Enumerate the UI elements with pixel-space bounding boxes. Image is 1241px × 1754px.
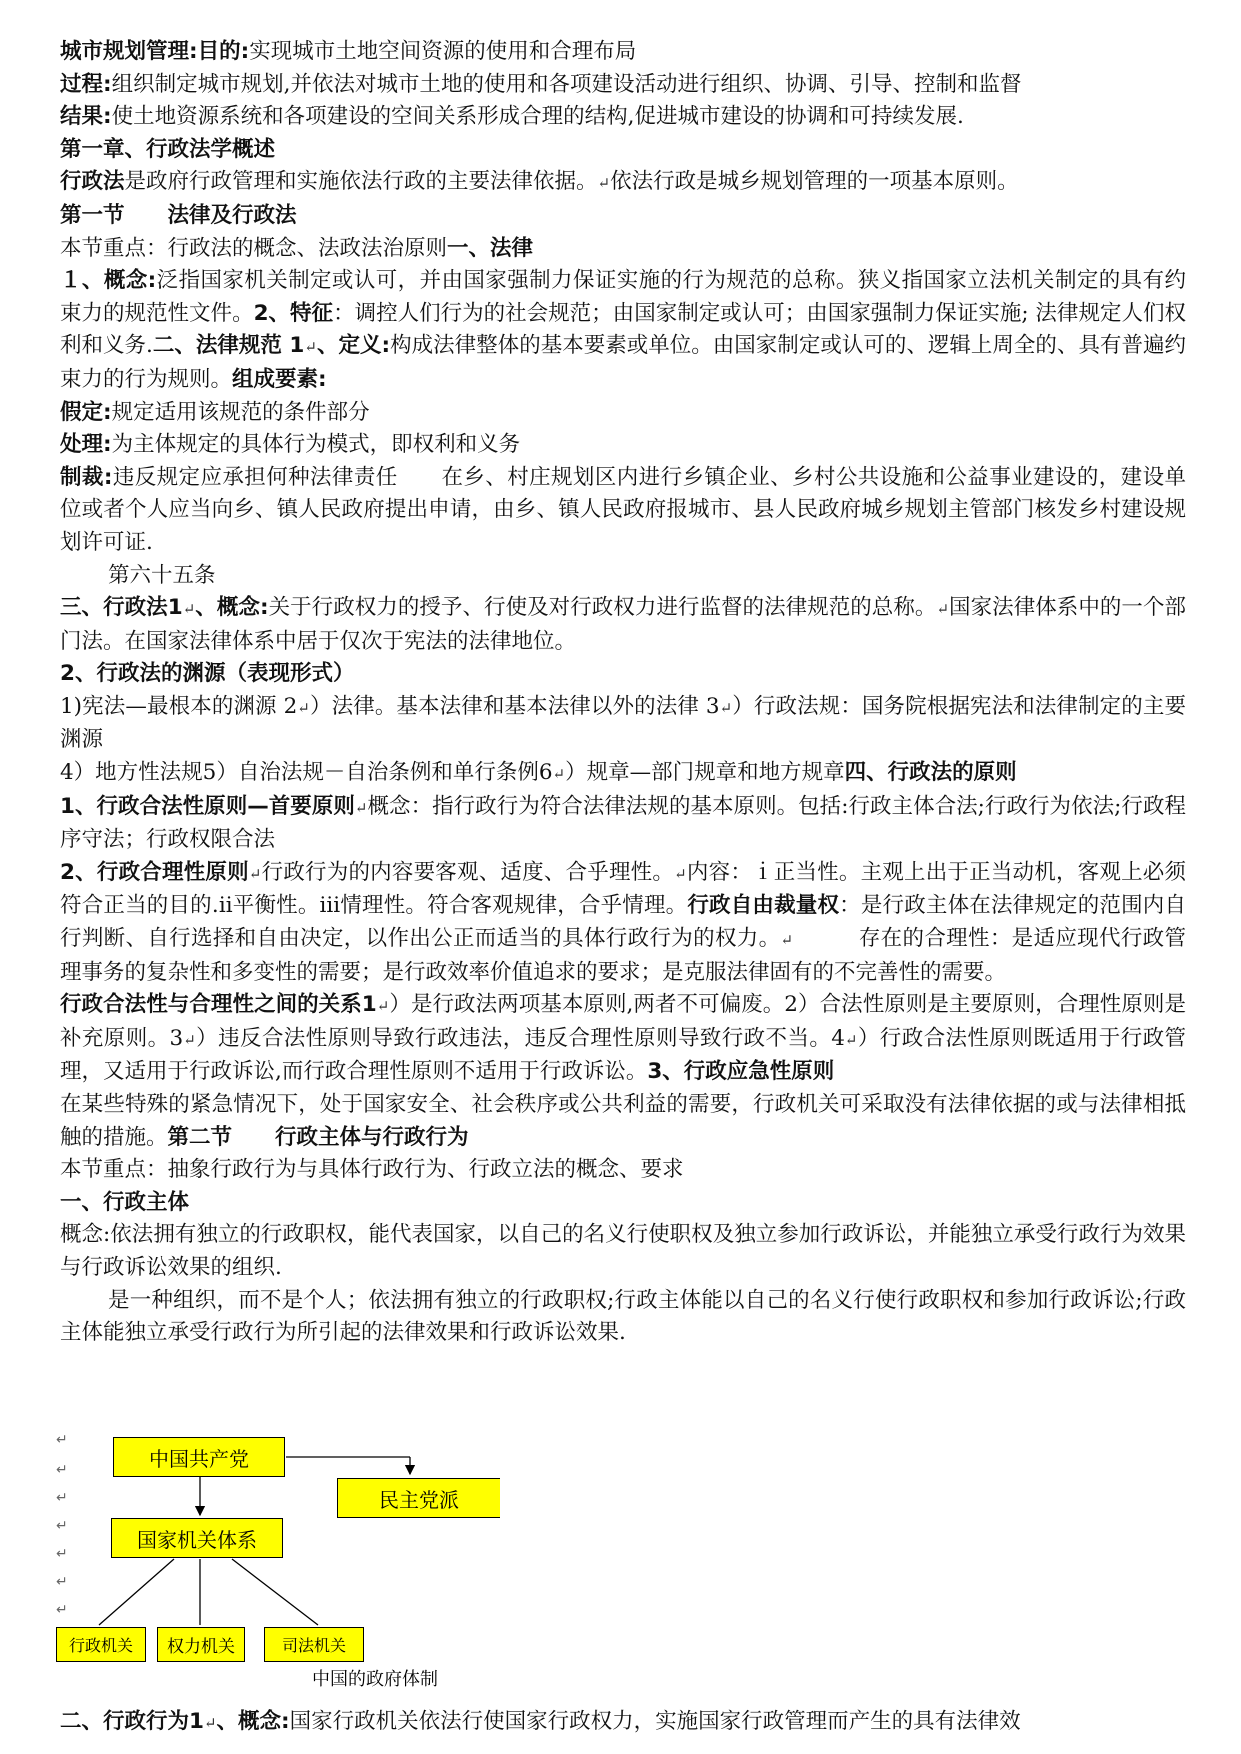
text: 4）地方性法规5）自治法规－自治条例和单行条例6: [60, 760, 553, 786]
bold-term: 行政法: [60, 169, 125, 195]
power-organs-box: 权力机关: [157, 1627, 245, 1662]
bold-term: 二、行政行为1: [60, 1709, 204, 1734]
text: 违反规定应承担何种法律责任 在乡、村庄规划区内进行乡镇企业、乡村公共设施和公益事业建设的，建设单位或者个人应当向乡、镇人民政府提出申请，由乡、镇人民政府报城市、县人民政府城乡规划主管部门核发乡村建设规划许可证.: [60, 464, 1186, 555]
heading-text: 第一节 法律及行政法: [60, 202, 297, 228]
paragraph-mark: ↵: [780, 931, 794, 950]
paragraph-mark: ↵: [376, 997, 390, 1016]
text: 规定适用该规范的条件部分: [111, 399, 370, 425]
bold-term: １、概念:: [60, 268, 157, 294]
text: 行政行为的内容要客观、适度、合乎理性。: [261, 859, 675, 885]
paragraph: [60, 1154, 1186, 1187]
paragraph: [60, 1219, 1186, 1284]
bold-term: 2、行政法的渊源（表现形式）: [60, 661, 355, 687]
paragraph: [60, 691, 1186, 757]
paragraph-mark: ↵: [182, 600, 196, 619]
paragraph: [60, 69, 1186, 102]
diagram-connectors: [56, 1432, 506, 1732]
text: 使土地资源系统和各项建设的空间关系形成合理的结构,促进城市建设的协调和可持续发展.: [111, 104, 964, 130]
cpc-box: 中国共产党: [113, 1437, 285, 1477]
bold-term: 城市规划管理:目的:: [60, 39, 250, 64]
paragraph-mark: ↵: [56, 1462, 68, 1478]
paragraph-mark: ↵: [56, 1574, 68, 1590]
text: ：调控人们行为的社会规范；由国家制定或认可；由国家强制力保证实施; 法律规定人们权利和义务.: [60, 300, 1186, 359]
text: 1)宪法—最根本的渊源 2: [60, 693, 298, 719]
paragraph-mark: ↵: [56, 1432, 68, 1448]
text: ：是行政主体在法律规定的范围内自行判断、自行选择和自由决定，以作出公正而适当的具体行政行为的权力。: [60, 893, 1186, 952]
text: ）规章—部门规章和地方规章: [565, 760, 845, 786]
paragraph: [60, 166, 1186, 200]
text: ）行政法规：国务院根据宪法和法律制定的主要渊源: [60, 693, 1186, 753]
democratic-parties-box: 民主党派: [337, 1478, 500, 1518]
text: ）违反合法性原则导致行政违法，违反合理性原则导致行政不当。4: [195, 1025, 845, 1051]
paragraph-mark: ↵: [183, 1030, 196, 1049]
paragraph-mark: ↵: [56, 1490, 68, 1506]
bold-term: 3、行政应急性原则: [647, 1059, 835, 1085]
text: 构成法律整体的基本要素或单位。由国家制定或认可的、逻辑上周全的、具有普遍约束力的行为规则。: [60, 333, 1186, 392]
text: ）行政合法性原则既适用于行政管理，又适用于行政诉讼,而行政合理性原则不适用于行政诉讼。: [60, 1025, 1186, 1085]
bold-term: 组成要素:: [232, 366, 327, 392]
paragraph: [60, 989, 1186, 1089]
paragraph: [60, 1187, 1186, 1220]
bold-term: 、概念:: [216, 1709, 290, 1734]
bold-term: 一、法律: [447, 235, 534, 261]
paragraph: [60, 757, 1186, 791]
paragraph: [60, 429, 1186, 462]
text: 组织制定城市规划,并依法对城市土地的使用和各项建设活动进行组织、协调、引导、控制和监督: [111, 71, 1022, 97]
bold-term: 处理:: [60, 432, 112, 458]
bold-term: 二、法律规范 1: [152, 333, 305, 359]
connector-line: [232, 1559, 318, 1625]
text: 国家行政机关依法行使国家行政权力，实施国家行政管理而产生的具有法律效: [289, 1709, 1021, 1734]
bold-term: 2、特征: [253, 300, 334, 326]
paragraph: [60, 397, 1186, 430]
text: 实现城市土地空间资源的使用和合理布局: [249, 39, 637, 64]
paragraph-mark: ↵: [56, 1518, 68, 1534]
paragraph-mark: ↵: [203, 1714, 217, 1732]
bold-term: 假定:: [60, 399, 112, 425]
paragraph: [60, 857, 1186, 989]
bold-term: 三、行政法1: [60, 595, 183, 621]
text: 内容：ｉ正当性。主观上出于正当动机，客观上必须符合正当的目的.ⅱ平衡性。ⅲ情理性。符合客观规律，合乎情理。: [60, 859, 1186, 919]
text: 第六十五条: [108, 562, 216, 588]
section-heading: [60, 200, 1186, 233]
text: 国家法律体系中的一个部门法。在国家法律体系中居于仅次于宪法的法律地位。: [60, 595, 1186, 654]
paragraph-mark: ↵: [56, 1602, 68, 1618]
bold-term: 过程:: [60, 71, 112, 97]
text: 存在的合理性：是适应现代行政管理事务的复杂性和多变性的需要；是行政效率价值追求的要求；是克服法律固有的不完善性的需要。: [60, 926, 1186, 985]
paragraph-mark: ↵: [719, 698, 733, 717]
document-body-continued: [60, 1706, 1186, 1740]
text: 本节重点：行政法的概念、法政法治原则: [60, 235, 448, 261]
administrative-organs-box: 行政机关: [56, 1627, 146, 1662]
text: 概念:依法拥有独立的行政职权，能代表国家，以自己的名义行使职权及独立参加行政诉讼，并能独立承受行政行为效果与行政诉讼效果的组织.: [60, 1222, 1186, 1280]
bold-term: 四、行政法的原则: [844, 760, 1017, 786]
state-organs-box: 国家机关体系: [111, 1518, 283, 1558]
paragraph: [60, 791, 1186, 857]
text: 依法行政是城乡规划管理的一项基本原则。: [610, 169, 1019, 195]
paragraph: [60, 265, 1186, 396]
paragraph-mark: ↵: [552, 765, 566, 784]
bold-term: 一、行政主体: [60, 1189, 190, 1215]
paragraph: [60, 36, 1186, 69]
chapter-heading: [60, 134, 1186, 167]
text: 为主体规定的具体行为模式，即权利和义务: [111, 432, 521, 458]
paragraph: [60, 658, 1186, 691]
paragraph-mark: ↵: [354, 798, 368, 817]
text: 本节重点：抽象行政行为与具体行政行为、行政立法的概念、要求: [60, 1157, 684, 1183]
bold-term: 第二节 行政主体与行政行为: [167, 1124, 469, 1150]
diagram-caption: 中国的政府体制: [312, 1669, 438, 1690]
bold-term: 、概念:: [195, 595, 269, 621]
bold-term: 行政合法性与合理性之间的关系1: [60, 992, 377, 1018]
bold-term: 1、行政合法性原则—首要原则: [60, 793, 355, 819]
paragraph: [60, 1285, 1186, 1350]
paragraph: [60, 560, 1186, 593]
document-body: [60, 36, 1186, 1350]
connector-line: [99, 1559, 174, 1625]
paragraph: [60, 462, 1186, 560]
bold-term: 、定义:: [316, 333, 391, 359]
text: 在某些特殊的紧急情况下，处于国家安全、社会秩序或公共利益的需要，行政机关可采取没有法律依据的或与法律相抵触的措施。: [60, 1092, 1186, 1150]
paragraph: [60, 101, 1186, 134]
paragraph-mark: ↵: [56, 1546, 68, 1562]
text: 是政府行政管理和实施依法行政的主要法律依据。: [124, 169, 598, 195]
paragraph-mark: ↵: [304, 338, 317, 357]
paragraph: [60, 233, 1186, 266]
paragraph-mark: ↵: [248, 864, 262, 883]
text: 关于行政权力的授予、行使及对行政权力进行监督的法律规范的总称。: [268, 595, 937, 621]
paragraph-mark: ↵: [297, 698, 310, 717]
paragraph-mark: ↵: [936, 600, 950, 619]
paragraph: [60, 592, 1186, 658]
text: 泛指国家机关制定或认可，并由国家强制力保证实施的行为规范的总称。狭义指国家立法机关制定的具有约束力的规范性文件。: [60, 268, 1186, 326]
bold-term: 结果:: [60, 104, 112, 130]
paragraph-mark: ↵: [844, 1030, 858, 1049]
text: 是一种组织，而不是个人；依法拥有独立的行政职权;行政主体能以自己的名义行使行政职权和参加行政诉讼;行政主体能独立承受行政行为所引起的法律效果和行政诉讼效果.: [60, 1287, 1186, 1346]
judicial-organs-box: 司法机关: [264, 1627, 364, 1662]
government-system-diagram: [56, 1432, 506, 1732]
paragraph-mark: ↵: [597, 174, 611, 193]
bold-term: 2、行政合理性原则: [60, 859, 249, 885]
heading-text: 第一章、行政法学概述: [60, 136, 276, 162]
paragraph-mark: ↵: [674, 864, 687, 883]
bold-term: 行政自由裁量权: [687, 893, 840, 919]
text: 概念：指行政行为符合法律法规的基本原则。包括:行政主体合法;行政行为依法;行政程序守法；行政权限合法: [60, 793, 1186, 853]
text: ）是行政法两项基本原则,两者不可偏废。2）合法性原则是主要原则，合理性原则是补充原则。3: [60, 992, 1186, 1051]
paragraph: [60, 1706, 1186, 1740]
bold-term: 制裁:: [60, 464, 113, 490]
paragraph: [60, 1089, 1186, 1154]
text: ）法律。基本法律和基本法律以外的法律 3: [309, 693, 720, 719]
